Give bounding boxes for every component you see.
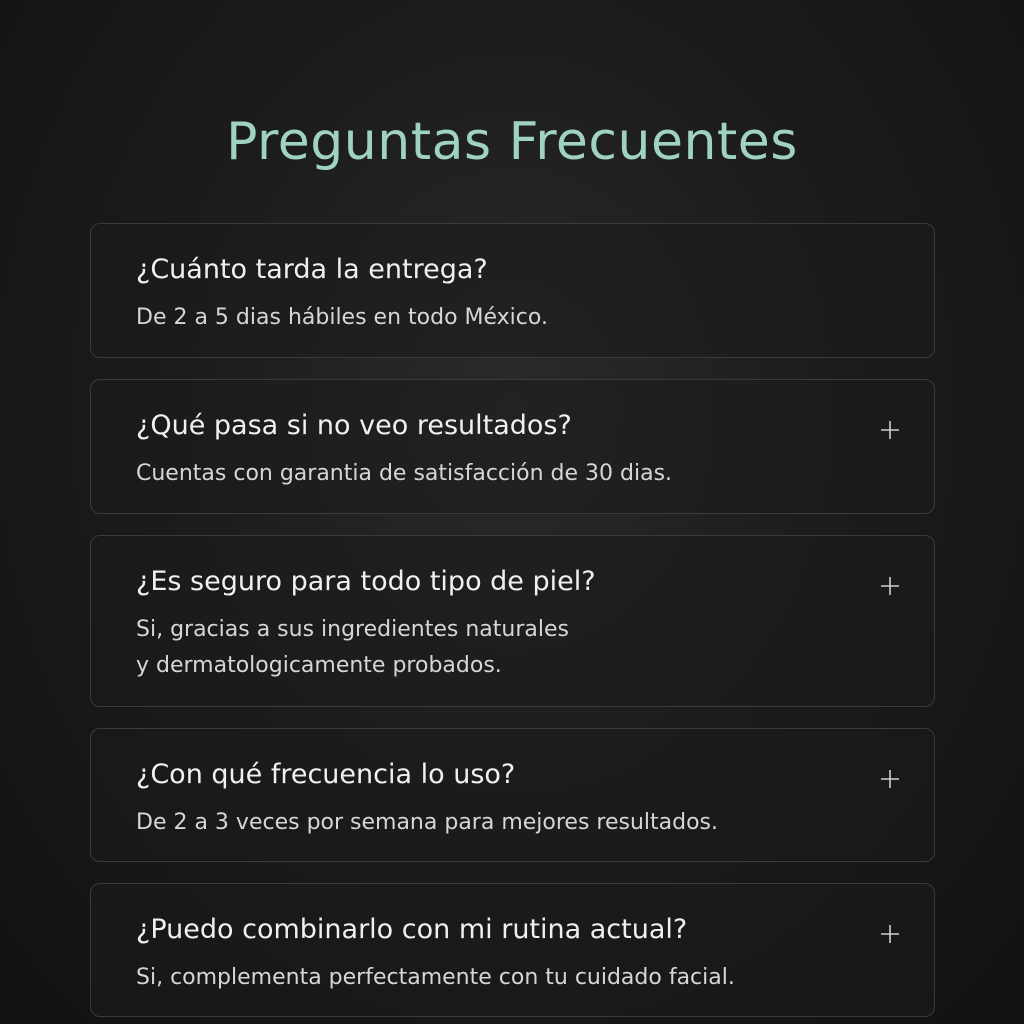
faq-item-skin-safety[interactable] — [90, 535, 935, 707]
faq-question[interactable]: ¿Cuánto tarda la entrega? — [136, 254, 488, 285]
faq-item-frequency[interactable] — [90, 728, 935, 862]
faq-question[interactable]: ¿Con qué frecuencia lo uso? — [136, 759, 516, 790]
faq-item-results[interactable] — [90, 379, 935, 514]
plus-icon[interactable] — [878, 574, 902, 598]
faq-item-delivery[interactable] — [90, 223, 935, 358]
faq-answer: Cuentas con garantia de satisfacción de 30 dias. — [136, 461, 673, 486]
page-title: Preguntas Frecuentes — [226, 112, 798, 172]
faq-item-routine[interactable] — [90, 883, 935, 1017]
faq-answer: De 2 a 3 veces por semana para mejores resultados. — [136, 810, 719, 835]
faq-question[interactable]: ¿Puedo combinarlo con mi rutina actual? — [136, 914, 688, 945]
faq-question[interactable]: ¿Qué pasa si no veo resultados? — [136, 410, 572, 441]
plus-icon[interactable] — [878, 767, 902, 791]
faq-answer: De 2 a 5 dias hábiles en todo México. — [136, 305, 548, 330]
faq-answer: Si, complementa perfectamente con tu cuidado facial. — [136, 965, 735, 990]
faq-list — [90, 223, 935, 1024]
plus-icon[interactable] — [878, 922, 902, 946]
faq-answer: Si, gracias a sus ingredientes naturales y dermatologicamente probados. — [136, 617, 569, 678]
plus-icon[interactable] — [878, 418, 902, 442]
faq-question[interactable]: ¿Es seguro para todo tipo de piel? — [136, 566, 596, 597]
